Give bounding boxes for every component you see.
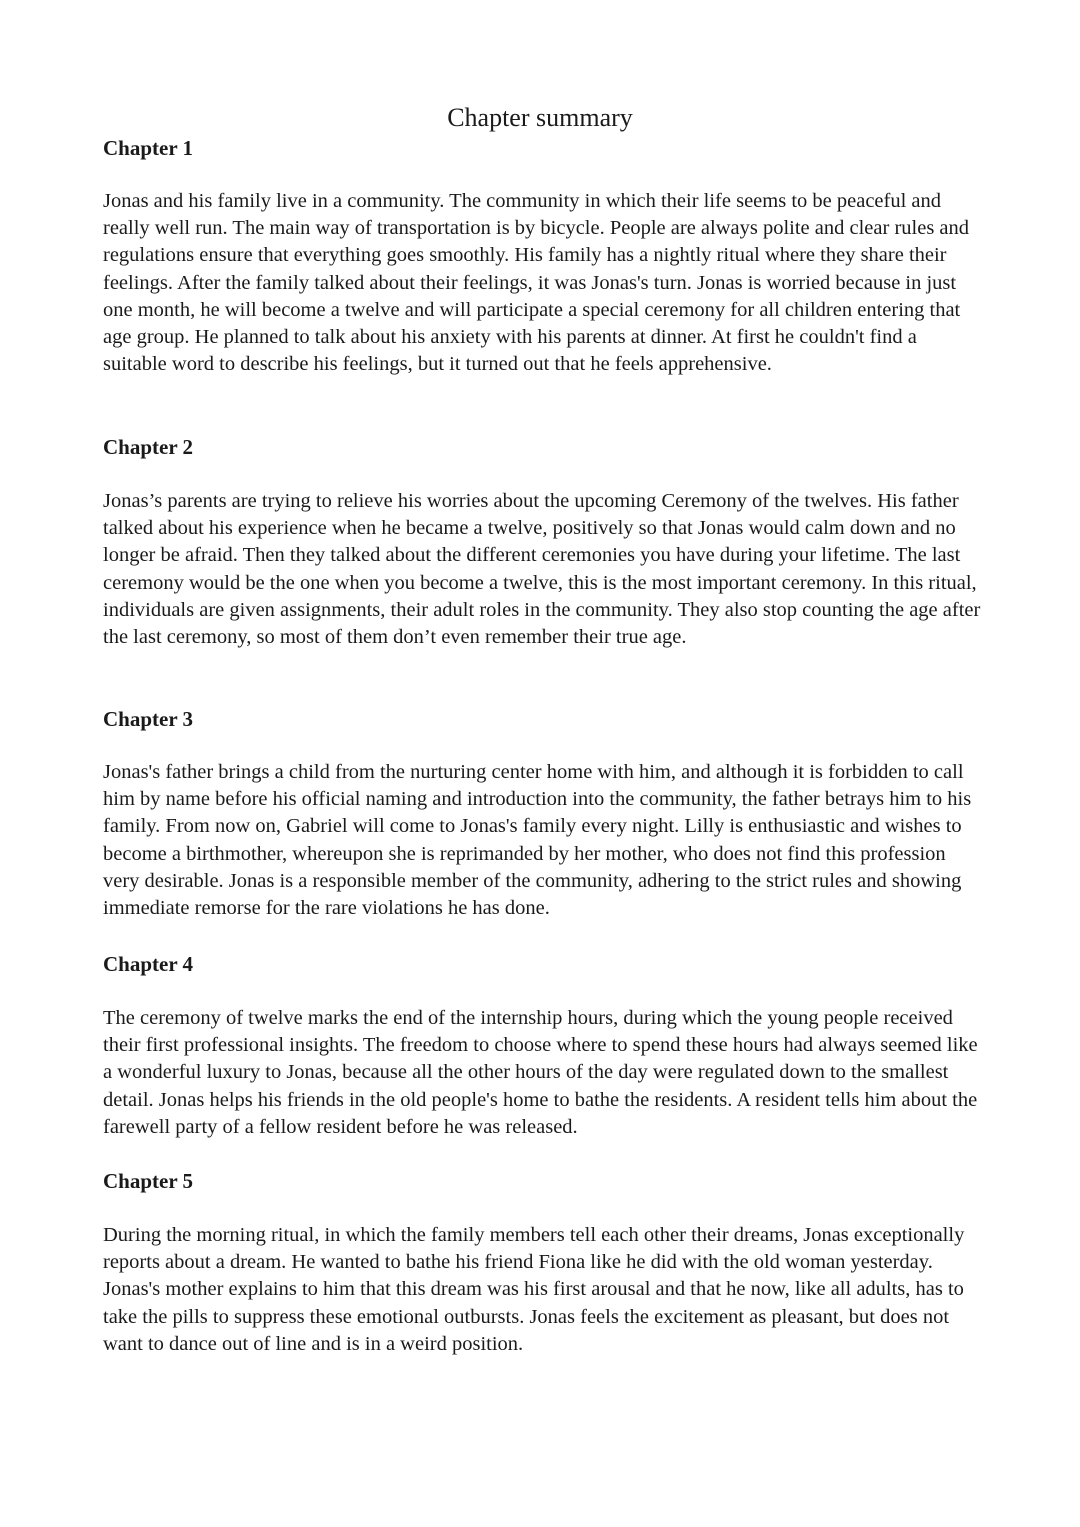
chapter-4-body: The ceremony of twelve marks the end of the internship hours, during which the young people received their first professional insights. The freedom to choose where to spend these hours had always seemed like a wonderful luxury to Jonas, because all the other hours of the day were regulated down to the smallest detail. Jonas helps his friends in the old people's home to bathe the residents. A resident tells him about the farewell party of a fellow resident before he was released. — [103, 1007, 978, 1138]
chapter-2-heading: Chapter 2 — [103, 435, 194, 459]
chapter-3-heading: Chapter 3 — [103, 707, 194, 731]
chapter-1-heading: Chapter 1 — [103, 136, 194, 160]
chapter-5-body: During the morning ritual, in which the family members tell each other their dreams, Jonas exceptionally reports about a dream. He wanted to bathe his friend Fiona like he did with the old woman yesterday. Jonas's mother explains to him that this dream was his first arousal and that he now, like all adults, has to take the pills to suppress these emotional outbursts. Jonas feels the excitement as pleasant, but does not want to dance out of line and is in a weird position. — [103, 1224, 965, 1355]
document-title: Chapter summary — [447, 103, 633, 132]
chapter-1-body: Jonas and his family live in a community. The community in which their life seems to be peaceful and really well run. The main way of transportation is by bicycle. People are always polite and clear rules and regulations ensure that everything goes smoothly. His family has a nightly ritual where they share their feelings. After the family talked about their feelings, it was Jonas's turn. Jonas is worried because in just one month, he will become a twelve and will participate a special ceremony for all children entering that age group. He planned to talk about his anxiety with his parents at dinner. At first he couldn't find a suitable word to describe his feelings, but it turned out that he feels apprehensive. — [103, 190, 970, 376]
chapter-3-body: Jonas's father brings a child from the nurturing center home with him, and although it is forbidden to call him by name before his official naming and introduction into the community, the father betrays him to his family. From now on, Gabriel will come to Jonas's family every night. Lilly is enthusiastic and wishes to become a birthmother, whereupon she is reprimanded by her mother, who does not find this profession very desirable. Jonas is a responsible member of the community, adhering to the strict rules and showing immediate remorse for the rare violations he has done. — [103, 761, 972, 920]
chapter-2-body: Jonas’s parents are trying to relieve his worries about the upcoming Ceremony of the twelves. His father talked about his experience when he became a twelve, positively so that Jonas would calm down and no longer be afraid. Then they talked about the different ceremonies you have during your lifetime. The last ceremony would be the one when you become a twelve, this is the most important ceremony. In this ritual, individuals are given assignments, their adult roles in the community. They also stop counting the age after the last ceremony, so most of them don’t even remember their true age. — [103, 490, 981, 649]
chapter-4-heading: Chapter 4 — [103, 952, 194, 976]
chapter-5-heading: Chapter 5 — [103, 1169, 194, 1193]
